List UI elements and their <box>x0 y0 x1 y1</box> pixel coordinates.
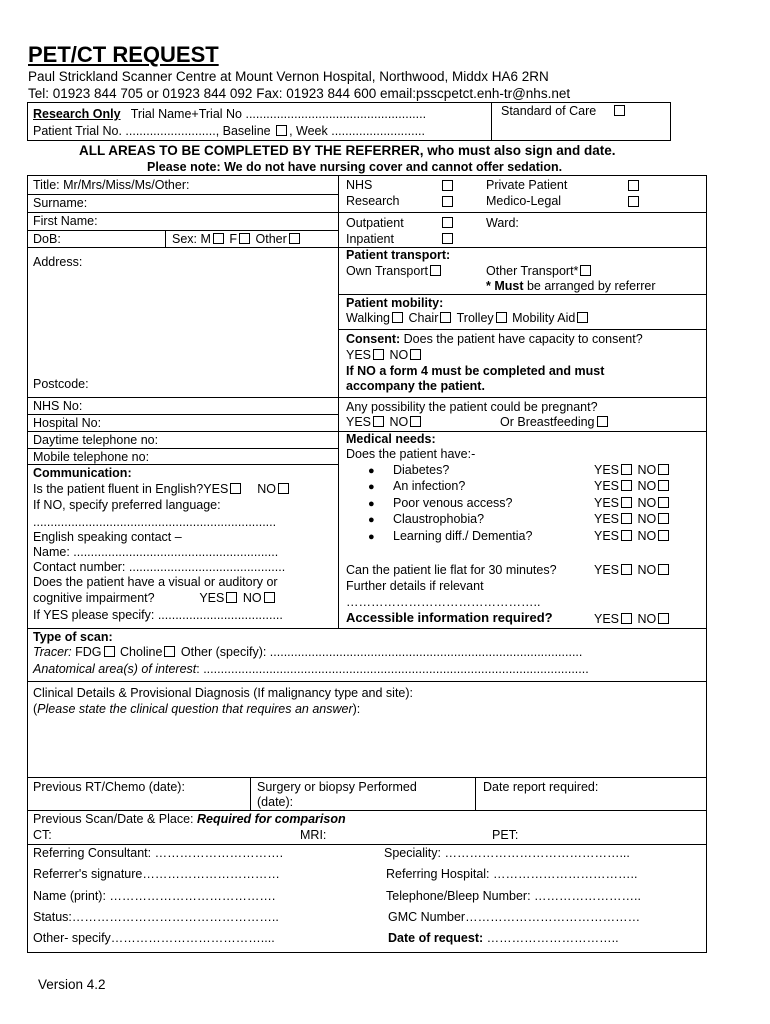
yes-label: YES <box>594 512 620 526</box>
breastfeeding-row <box>500 415 610 429</box>
medical-answer-learning <box>594 529 671 543</box>
divider <box>27 212 338 213</box>
no-label: NO <box>637 479 657 493</box>
medical-heading: Medical needs: <box>346 432 436 446</box>
research-label: Research <box>346 194 400 208</box>
pregnancy-question: Any possibility the patient could be pregnant? <box>346 400 598 414</box>
divider <box>338 397 707 398</box>
divider <box>27 448 338 449</box>
divider <box>27 844 707 845</box>
other-specify-field[interactable]: Other- specify……………………………….... <box>33 931 275 945</box>
divider <box>27 777 707 778</box>
anatomical-area-field[interactable]: : ............................................................................................................... <box>196 662 589 676</box>
private-label: Private Patient <box>486 178 568 192</box>
learning-yes-checkbox[interactable] <box>621 530 632 541</box>
scan-heading: Type of scan: <box>33 630 113 644</box>
consent-yes-checkbox[interactable] <box>373 349 384 360</box>
yes-label: YES <box>594 612 620 626</box>
date-of-request-field[interactable]: ………………………….. <box>483 931 619 945</box>
medical-item-infection: An infection? <box>393 479 466 493</box>
inpatient-label: Inpatient <box>346 232 394 246</box>
no-label: NO <box>637 463 657 477</box>
version-label: Version 4.2 <box>38 977 106 992</box>
patient-trial-field[interactable]: Patient Trial No. .........................., Baseline <box>33 124 271 138</box>
baseline-checkbox[interactable] <box>276 125 287 136</box>
trolley-label: Trolley <box>456 311 494 325</box>
trolley-checkbox[interactable] <box>496 312 507 323</box>
pregnancy-yes-checkbox[interactable] <box>373 416 384 427</box>
transport-note <box>486 279 656 293</box>
surgery-field[interactable]: (date): <box>257 795 294 809</box>
language-label: If NO, specify preferred language: <box>33 498 221 512</box>
consent-no-checkbox[interactable] <box>410 349 421 360</box>
fdg-label: FDG <box>71 645 102 659</box>
further-details-field[interactable]: ……………………………………….. <box>346 595 541 609</box>
own-transport-label: Own Transport <box>346 264 428 278</box>
divider <box>338 329 707 330</box>
hospital-no-field[interactable]: Hospital No: <box>33 416 102 430</box>
medical-item-diabetes: Diabetes? <box>393 463 450 477</box>
trial-name-field[interactable]: Trial Name+Trial No .................................................... <box>130 107 427 121</box>
gmc-number-field[interactable]: GMC Number…………………………………… <box>388 910 641 924</box>
nhs-label: NHS <box>346 178 373 192</box>
transport-heading: Patient transport: <box>346 248 451 262</box>
divider <box>27 230 338 231</box>
communication-heading: Communication: <box>33 466 132 480</box>
medical-answer-infection <box>594 479 671 493</box>
pregnancy-yes-label: YES <box>346 415 372 429</box>
clinical-question-note <box>33 702 360 716</box>
transport-note-must: * Must <box>486 279 524 293</box>
header-contact: Tel: 01923 844 705 or 01923 844 092 Fax: 01923 844 600 email:psscpetct.enh-tr@nhs.net <box>28 86 571 101</box>
header-address: Paul Strickland Scanner Centre at Mount Vernon Hospital, Northwood, Middx HA6 2RN <box>28 69 549 84</box>
outpatient-label: Outpatient <box>346 216 404 230</box>
bullet-icon: ● <box>368 531 375 543</box>
walking-checkbox[interactable] <box>392 312 403 323</box>
divider <box>475 777 476 810</box>
tracer-label: Tracer: <box>33 645 72 659</box>
divider <box>250 777 251 810</box>
fluent-yes-label: YES <box>203 482 229 496</box>
paren-open: ( <box>33 702 38 716</box>
consent-no-label: NO <box>389 348 409 362</box>
fluent-no-label: NO <box>257 482 276 496</box>
research-only-label: Research Only <box>33 107 121 121</box>
divider <box>338 294 707 295</box>
divider <box>27 414 338 415</box>
dob-field[interactable]: DoB: <box>33 232 61 246</box>
name-print-field[interactable]: Name (print): …………………………………. <box>33 889 276 903</box>
fluent-yes-checkbox[interactable] <box>230 483 241 494</box>
required-comparison-label: Required for comparison <box>196 812 346 826</box>
consent-form-line2: accompany the patient. <box>346 379 485 393</box>
sex-m-checkbox[interactable] <box>213 233 224 244</box>
standard-of-care-label: Standard of Care <box>501 104 597 118</box>
contact-name-field[interactable]: Name: ........................................................... <box>33 545 279 559</box>
no-label: NO <box>637 612 657 626</box>
anatomical-area-row <box>33 662 589 676</box>
other-transport-checkbox[interactable] <box>580 265 591 276</box>
research-trial-line <box>33 107 426 121</box>
medical-intro: Does the patient have:- <box>346 447 476 461</box>
infection-no-checkbox[interactable] <box>658 480 669 491</box>
pregnancy-no-label: NO <box>389 415 409 429</box>
divider <box>27 194 338 195</box>
medical-answer-claustrophobia <box>594 512 671 526</box>
divider <box>27 397 338 398</box>
inpatient-checkbox[interactable] <box>442 233 453 244</box>
daytime-tel-field[interactable]: Daytime telephone no: <box>33 433 159 447</box>
impairment-no-checkbox[interactable] <box>264 592 275 603</box>
clinical-question-text: Please state the clinical question that requires an answer <box>37 702 353 716</box>
sex-row <box>172 232 302 246</box>
choline-checkbox[interactable] <box>164 646 175 657</box>
referring-hospital-field[interactable]: Referring Hospital: …………………………….. <box>386 867 638 881</box>
sex-f-checkbox[interactable] <box>239 233 250 244</box>
medical-answer-venous <box>594 496 671 510</box>
outpatient-checkbox[interactable] <box>442 217 453 228</box>
mobility-row <box>346 311 590 325</box>
mobile-tel-field[interactable]: Mobile telephone no: <box>33 450 150 464</box>
impairment-no-label: NO <box>242 591 262 605</box>
accessible-yes-checkbox[interactable] <box>621 613 632 624</box>
diabetes-no-checkbox[interactable] <box>658 464 669 475</box>
contact-number-field[interactable]: Contact number: ............................................. <box>33 560 286 574</box>
surname-field[interactable]: Surname: <box>33 196 88 210</box>
other-tracer-field[interactable]: Other (specify): .......................................................................................... <box>180 645 583 659</box>
transport-note-rest: be arranged by referrer <box>523 279 656 293</box>
diabetes-yes-checkbox[interactable] <box>621 464 632 475</box>
previous-scan-label: Previous Scan/Date & Place: <box>33 812 197 826</box>
other-transport-row <box>486 264 593 278</box>
lie-flat-question: Can the patient lie flat for 30 minutes? <box>346 563 557 577</box>
choline-label: Choline <box>120 645 163 659</box>
previous-rt-field[interactable]: Previous RT/Chemo (date): <box>33 780 185 794</box>
own-transport-row <box>346 264 443 278</box>
anatomical-area-label: Anatomical area(s) of interest <box>33 662 197 676</box>
previous-scan-row <box>33 812 346 826</box>
tracer-row <box>33 645 582 659</box>
yes-label: YES <box>594 463 620 477</box>
impairment-question: Does the patient have a visual or auditory or <box>33 575 278 589</box>
lie-flat-answer <box>594 563 671 577</box>
consent-line <box>346 332 643 346</box>
clinical-details-label: Clinical Details & Provisional Diagnosis (If malignancy type and site): <box>33 686 414 700</box>
divider <box>27 810 707 811</box>
impairment-question-2: cognitive impairment? <box>33 591 155 605</box>
language-field[interactable]: ...................................................................... <box>33 515 277 529</box>
venous-yes-checkbox[interactable] <box>621 497 632 508</box>
ct-field[interactable]: CT: <box>33 828 52 842</box>
mobility-aid-label: Mobility Aid <box>512 311 576 325</box>
medical-item-learning: Learning diff./ Dementia? <box>393 529 533 543</box>
claustrophobia-no-checkbox[interactable] <box>658 513 669 524</box>
medico-checkbox[interactable] <box>628 196 639 207</box>
medical-answer-diabetes <box>594 463 671 477</box>
clinical-details-field[interactable] <box>33 719 703 774</box>
surgery-label-1: Surgery or biopsy Performed <box>257 780 417 794</box>
contact-label: English speaking contact – <box>33 530 182 544</box>
sex-other-checkbox[interactable] <box>289 233 300 244</box>
date-of-request-label: Date of request: <box>388 931 484 945</box>
yes-label: YES <box>594 529 620 543</box>
medico-label: Medico-Legal <box>486 194 562 208</box>
mri-field[interactable]: MRI: <box>300 828 327 842</box>
standard-of-care-row <box>501 104 627 118</box>
walking-label: Walking <box>346 311 390 325</box>
yes-label: YES <box>594 563 620 577</box>
nhs-no-field[interactable]: NHS No: <box>33 399 83 413</box>
accessible-info-question: Accessible information required? <box>346 610 553 625</box>
status-field[interactable]: Status:………………………………………….. <box>33 910 279 924</box>
consent-heading: Consent: <box>346 332 401 346</box>
no-label: NO <box>637 496 657 510</box>
venous-no-checkbox[interactable] <box>658 497 669 508</box>
no-label: NO <box>637 563 657 577</box>
impairment-yes-checkbox[interactable] <box>226 592 237 603</box>
other-transport-label: Other Transport* <box>486 264 579 278</box>
sex-f-label: F <box>229 232 238 246</box>
breastfeeding-label: Or Breastfeeding <box>500 415 595 429</box>
research-checkbox[interactable] <box>442 196 453 207</box>
medical-item-venous: Poor venous access? <box>393 496 513 510</box>
bullet-icon: ● <box>368 465 375 477</box>
postcode-field[interactable]: Postcode: <box>33 377 89 391</box>
fluent-row <box>33 482 291 496</box>
bullet-icon: ● <box>368 514 375 526</box>
date-report-field[interactable]: Date report required: <box>483 780 599 794</box>
own-transport-checkbox[interactable] <box>430 265 441 276</box>
fdg-checkbox[interactable] <box>104 646 115 657</box>
medical-item-claustrophobia: Claustrophobia? <box>393 512 485 526</box>
fluent-no-checkbox[interactable] <box>278 483 289 494</box>
bullet-icon: ● <box>368 498 375 510</box>
chair-label: Chair <box>408 311 439 325</box>
pet-field[interactable]: PET: <box>492 828 519 842</box>
lie-flat-no-checkbox[interactable] <box>658 564 669 575</box>
notice-main: ALL AREAS TO BE COMPLETED BY THE REFERRER, who must also sign and date. <box>79 143 616 158</box>
learning-no-checkbox[interactable] <box>658 530 669 541</box>
yes-label: YES <box>594 479 620 493</box>
no-label: NO <box>637 512 657 526</box>
title-field[interactable]: Title: Mr/Mrs/Miss/Ms/Other: <box>33 178 190 192</box>
sex-other-label: Other <box>255 232 287 246</box>
fluent-question: Is the patient fluent in English? <box>33 482 204 496</box>
private-checkbox[interactable] <box>628 180 639 191</box>
chair-checkbox[interactable] <box>440 312 451 323</box>
date-of-request-row <box>388 931 619 945</box>
no-label: NO <box>637 529 657 543</box>
impairment-row <box>33 591 277 605</box>
mobility-heading: Patient mobility: <box>346 296 444 310</box>
divider <box>165 230 166 247</box>
divider <box>27 431 338 432</box>
column-divider <box>338 175 339 628</box>
bullet-icon: ● <box>368 481 375 493</box>
telephone-bleep-field[interactable]: Telephone/Bleep Number: …………………….. <box>386 889 641 903</box>
consent-question: Does the patient have capacity to consent? <box>400 332 643 346</box>
consent-answer-row <box>346 348 423 362</box>
patient-trial-line <box>33 124 425 138</box>
consent-form-line1: If NO a form 4 must be completed and must <box>346 364 605 378</box>
referrer-signature-field[interactable]: Referrer's signature…………………………… <box>33 867 280 881</box>
accessible-no-checkbox[interactable] <box>658 613 669 624</box>
nhs-checkbox[interactable] <box>442 180 453 191</box>
pregnancy-row <box>346 415 423 429</box>
divider <box>338 212 707 213</box>
address-field[interactable]: Address: <box>33 255 83 269</box>
mobility-aid-checkbox[interactable] <box>577 312 588 323</box>
week-field[interactable]: , Week ........................... <box>289 124 425 138</box>
pregnancy-no-checkbox[interactable] <box>410 416 421 427</box>
infection-yes-checkbox[interactable] <box>621 480 632 491</box>
breastfeeding-checkbox[interactable] <box>597 416 608 427</box>
lie-flat-yes-checkbox[interactable] <box>621 564 632 575</box>
ward-field[interactable]: Ward: <box>486 216 519 230</box>
sex-label: Sex: M <box>172 232 211 246</box>
divider <box>27 628 707 629</box>
referring-consultant-field[interactable]: Referring Consultant: …………………………. <box>33 846 284 860</box>
divider <box>27 681 707 682</box>
accessible-info-answer <box>594 612 671 626</box>
impairment-yes-label: YES <box>199 591 225 605</box>
notice-sub: Please note: We do not have nursing cover and cannot offer sedation. <box>147 160 563 174</box>
first-name-field[interactable]: First Name: <box>33 214 98 228</box>
divider <box>27 247 338 248</box>
yes-label: YES <box>594 496 620 510</box>
page-title: PET/CT REQUEST <box>28 42 219 67</box>
standard-of-care-checkbox[interactable] <box>614 105 625 116</box>
paren-close: ): <box>352 702 361 716</box>
impairment-specify-field[interactable]: If YES please specify: .................................... <box>33 608 283 622</box>
consent-yes-label: YES <box>346 348 372 362</box>
speciality-field[interactable]: Speciality: ……………………………………... <box>384 846 630 860</box>
claustrophobia-yes-checkbox[interactable] <box>621 513 632 524</box>
further-details-label: Further details if relevant <box>346 579 484 593</box>
